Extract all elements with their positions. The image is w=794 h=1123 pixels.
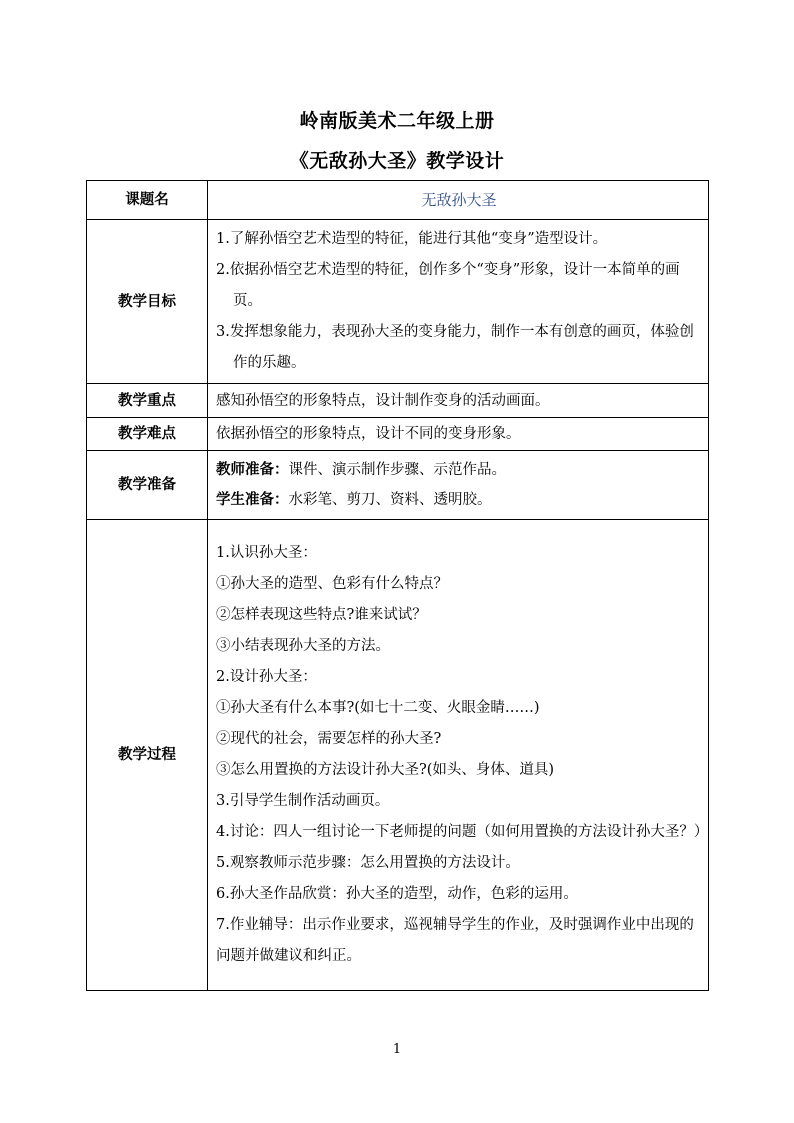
key-points-text: 感知孙悟空的形象特点，设计制作变身的活动画面。 — [216, 392, 550, 409]
difficulties-cell — [208, 418, 709, 451]
subject-value: 无敌孙大圣 — [421, 191, 497, 209]
difficulties-label: 教学难点 — [87, 418, 208, 451]
process-item: ③怎么用置换的方法设计孙大圣?(如头、身体、道具) — [216, 762, 555, 778]
process-item: ①孙大圣的造型、色彩有什么特点？ — [216, 576, 448, 592]
student-preparation — [216, 485, 702, 515]
preparation-cell — [208, 451, 709, 520]
table-row-subject — [87, 181, 709, 220]
key-points-label: 教学重点 — [87, 384, 208, 418]
table-row-preparation — [87, 451, 709, 520]
document-subtitle: 《无敌孙大圣》教学设计 — [289, 150, 505, 172]
process-label: 教学过程 — [87, 520, 208, 991]
objective-item: 2.依据孙悟空艺术造型的特征，创作多个“变身”形象，设计一本简单的画页。 — [216, 262, 680, 309]
process-item: 4.讨论：四人一组讨论一下老师提的问题（如何用置换的方法设计孙大圣？） — [216, 824, 709, 840]
objective-item: 1.了解孙悟空艺术造型的特征，能进行其他“变身”造型设计。 — [216, 231, 608, 247]
process-item: 3.引导学生制作活动画页。 — [216, 793, 390, 809]
table-row-difficulties — [87, 418, 709, 451]
difficulties-text: 依据孙悟空的形象特点，设计不同的变身形象。 — [216, 426, 521, 442]
teacher-preparation-label: 教师准备： — [216, 461, 289, 478]
student-preparation-label: 学生准备： — [216, 491, 289, 508]
process-item: ①孙大圣有什么本事?(如七十二变、火眼金睛……) — [216, 700, 540, 716]
objective-item: 3.发挥想象能力，表现孙大圣的变身能力，制作一本有创意的画页，体验创作的乐趣。 — [216, 324, 694, 371]
preparation-label: 教学准备 — [87, 451, 208, 520]
process-item: 7.作业辅导：出示作业要求，巡视辅导学生的作业，及时强调作业中出现的问题并做建议和纠正。 — [216, 917, 694, 964]
subject-label: 课题名 — [87, 181, 208, 220]
lesson-plan-table — [86, 180, 709, 991]
process-item: 5.观察教师示范步骤：怎么用置换的方法设计。 — [216, 855, 520, 871]
table-row-objectives — [87, 220, 709, 384]
table-row-process — [87, 520, 709, 991]
process-item: 6.孙大圣作品欣赏：孙大圣的造型，动作，色彩的运用。 — [216, 886, 578, 902]
student-preparation-text: 水彩笔、剪刀、资料、透明胶。 — [288, 492, 492, 508]
process-item: ②现代的社会，需要怎样的孙大圣? — [216, 731, 442, 747]
objectives-cell — [208, 220, 709, 384]
process-item: 1.认识孙大圣： — [216, 545, 317, 561]
document-title: 岭南版美术二年级上册 — [299, 110, 495, 132]
process-item: 2.设计孙大圣： — [216, 669, 317, 685]
table-row-key-points — [87, 384, 709, 418]
objectives-label: 教学目标 — [87, 220, 208, 384]
teacher-preparation — [216, 455, 702, 485]
process-item: ③小结表现孙大圣的方法。 — [216, 638, 390, 654]
process-cell — [208, 520, 709, 991]
process-item: ②怎样表现这些特点?谁来试试？ — [216, 607, 427, 623]
subject-cell — [208, 181, 709, 220]
teacher-preparation-text: 课件、演示制作步骤、示范作品。 — [288, 462, 506, 478]
page-number: 1 — [392, 1042, 402, 1057]
key-points-cell — [208, 384, 709, 418]
